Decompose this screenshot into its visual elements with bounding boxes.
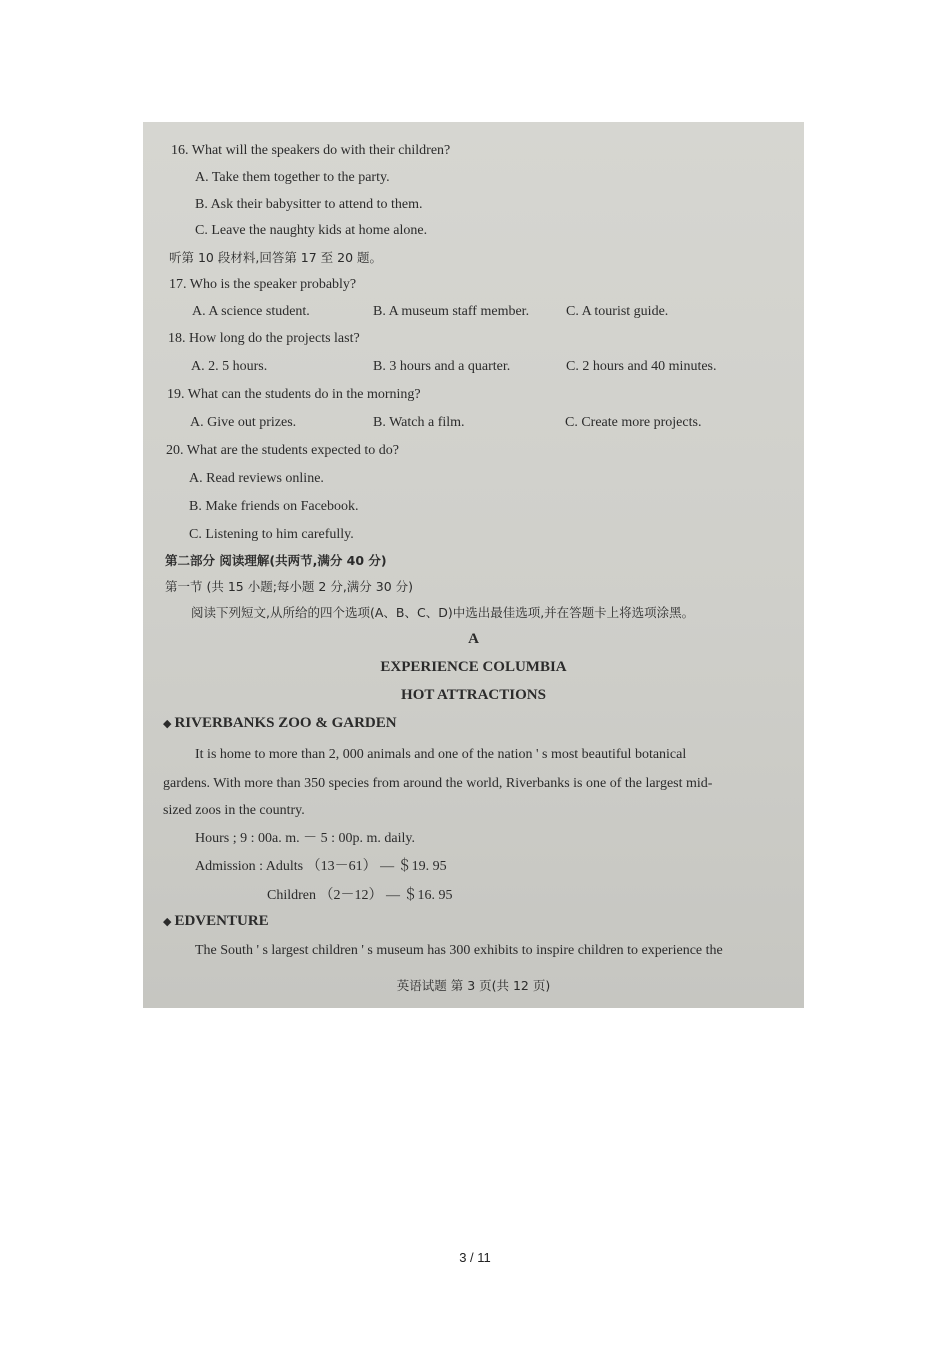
riverbanks-line-3: sized zoos in the country. [163,803,305,818]
question-18-option-a: A. 2. 5 hours. [191,359,268,374]
riverbanks-heading-text: RIVERBANKS ZOO & GARDEN [174,715,397,731]
question-18-option-c: C. 2 hours and 40 minutes. [566,359,717,374]
edventure-line-1: The South ' s largest children ' s museum has 300 exhibits to inspire children to experience the [195,943,723,958]
question-17-option-b: B. A museum staff member. [373,304,530,319]
edventure-heading-text: EDVENTURE [174,913,269,929]
page-number: 3 / 11 [459,1250,491,1265]
riverbanks-admission-children: Children （2－12） — ＄16. 95 [267,888,453,903]
riverbanks-line-2: gardens. With more than 350 species from around the world, Riverbanks is one of the largest mid- [163,776,713,791]
question-20-option-b: B. Make friends on Facebook. [189,499,359,514]
passage-letter: A [468,631,479,647]
diamond-bullet-icon: ◆ [163,916,172,928]
passage-title: EXPERIENCE COLUMBIA [380,659,567,675]
question-20-stem: 20. What are the students expected to do? [166,443,399,458]
question-19-option-c: C. Create more projects. [565,415,702,430]
question-17-stem: 17. Who is the speaker probably? [169,277,357,292]
diamond-bullet-icon: ◆ [163,718,172,730]
exam-footer: 英语试题 第 3 页(共 12 页) [396,978,551,993]
riverbanks-hours: Hours ; 9 : 00a. m. － 5 : 00p. m. daily. [195,831,415,846]
riverbanks-admission-adults: Admission : Adults （13－61） — ＄19. 95 [195,859,447,874]
section-note: 听第 10 段材料,回答第 17 至 20 题。 [169,250,383,265]
edventure-heading [163,912,269,931]
question-19-option-a: A. Give out prizes. [190,415,297,430]
question-17-option-a: A. A science student. [192,304,310,319]
question-19-stem: 19. What can the students do in the morning? [167,387,421,402]
part-two-title: 第二部分 阅读理解(共两节,满分 40 分) [165,553,387,568]
scanned-page-photo [143,122,804,1008]
question-16-option-b: B. Ask their babysitter to attend to them. [195,197,423,212]
question-20-option-c: C. Listening to him carefully. [189,527,354,542]
riverbanks-line-1: It is home to more than 2, 000 animals and one of the nation ' s most beautiful botanical [195,747,687,762]
question-18-stem: 18. How long do the projects last? [168,331,360,346]
question-20-option-a: A. Read reviews online. [189,471,324,486]
question-16-stem: 16. What will the speakers do with their children? [171,143,451,158]
question-18-option-b: B. 3 hours and a quarter. [373,359,511,374]
question-17-option-c: C. A tourist guide. [566,304,669,319]
passage-subtitle: HOT ATTRACTIONS [401,687,546,703]
question-16-option-a: A. Take them together to the party. [195,170,390,185]
question-19-option-b: B. Watch a film. [373,415,465,430]
riverbanks-heading [163,714,397,733]
question-16-option-c: C. Leave the naughty kids at home alone. [195,223,428,238]
reading-instructions: 阅读下列短文,从所给的四个选项(A、B、C、D)中选出最佳选项,并在答题卡上将选项涂黑。 [191,605,695,620]
section-one-title: 第一节 (共 15 小题;每小题 2 分,满分 30 分) [165,579,414,594]
